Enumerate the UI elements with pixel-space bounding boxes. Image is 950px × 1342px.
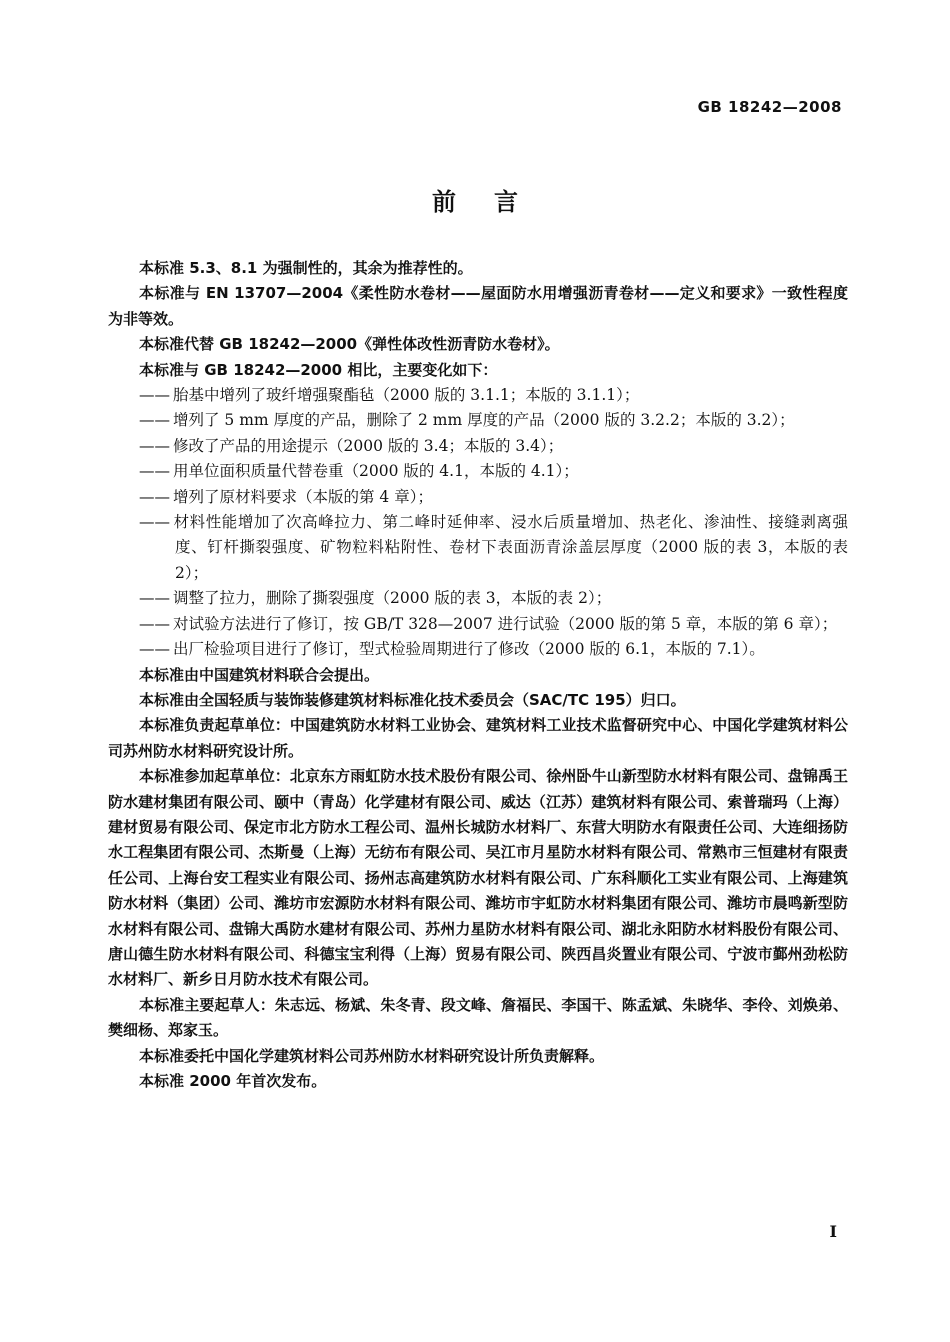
paragraph-main-drafting-units: 本标准负责起草单位：中国建筑防水材料工业协会、建筑材料工业技术监督研究中心、中国化学建筑材料公司苏州防水材料研究设计所。 [108, 716, 848, 760]
list-dash: —— [139, 436, 170, 455]
paragraph-first-issued: 本标准 2000 年首次发布。 [139, 1072, 327, 1090]
list-item-text: 材料性能增加了次高峰拉力、第二峰时延伸率、浸水后质量增加、热老化、渗油性、接缝剥离强度、钉杆撕裂强度、矿物粒料粘附性、卷材下表面沥青涂盖层厚度（2000 版的表 3，本版的表 2）； [173, 513, 848, 582]
list-item-text: 修改了产品的用途提示（2000 版的 3.4；本版的 3.4）； [173, 436, 564, 455]
list-item [139, 408, 848, 433]
list-item [139, 510, 848, 586]
paragraph-interpretation: 本标准委托中国化学建筑材料公司苏州防水材料研究设计所负责解释。 [139, 1046, 605, 1065]
page-number: I [829, 1222, 837, 1241]
list-dash: —— [139, 589, 170, 608]
list-item-text: 出厂检验项目进行了修订，型式检验周期进行了修改（2000 版的 6.1，本版的 7.1）。 [173, 640, 765, 659]
list-item [139, 383, 848, 408]
list-dash: —— [139, 386, 170, 405]
list-dash: —— [139, 462, 170, 481]
list-item [139, 612, 848, 637]
list-item-text: 调整了拉力，删除了撕裂强度（2000 版的表 3，本版的表 2）； [173, 589, 612, 608]
list-item [139, 637, 848, 662]
paragraph-changes-intro: 本标准与 GB 18242—2000 相比，主要变化如下： [139, 360, 498, 379]
list-item [139, 485, 848, 510]
list-item [139, 459, 848, 484]
list-dash: —— [139, 487, 170, 506]
standard-number: GB 18242—2008 [697, 98, 842, 116]
paragraph-participating-units: 本标准参加起草单位：北京东方雨虹防水技术股份有限公司、徐州卧牛山新型防水材料有限公司、盘锦禹王防水建材集团有限公司、颐中（青岛）化学建材有限公司、威达（江苏）建筑材料有限公司、索普瑞玛（上海）建材贸易有限公司、保定市北方防水工程公司、温州长城防水材料厂、东营大明防水有限责任公司、大连细扬防水工程集团有限公司、杰斯曼（上海）无纺布有限公司、吴江市月星防水材料有限公司、常熟市三恒建材有限责任公司、上海台安工程实业有限公司、扬州志高建筑防水材料有限公司、广东科顺化工实业有限公司、上海建筑防水材料（集团）公司、潍坊市宏源防水材料有限公司、潍坊市宇虹防水材料集团有限公司、潍坊市晨鸣新型防水材料有限公司、盘锦大禹防水建材有限公司、苏州力星防水材料有限公司、湖北永阳防水材料股份有限公司、唐山德生防水材料有限公司、科德宝宝利得（上海）贸易有限公司、陕西昌炎置业有限公司、宁波市鄞州劲松防水材料厂、新乡日月防水技术有限公司。 [108, 767, 848, 989]
list-item-text: 增列了 5 mm 厚度的产品，删除了 2 mm 厚度的产品（2000 版的 3.2.2；本版的 3.2）； [173, 411, 795, 430]
list-dash: —— [139, 411, 170, 430]
paragraph-proposed-by: 本标准由中国建筑材料联合会提出。 [139, 665, 380, 684]
list-item [139, 434, 848, 459]
document-body [108, 256, 848, 1094]
list-item-text: 对试验方法进行了修订，按 GB/T 328—2007 进行试验（2000 版的第 5 章，本版的第 6 章）； [173, 614, 838, 633]
list-dash: —— [139, 614, 170, 633]
list-item-text: 增列了原材料要求（本版的第 4 章）； [173, 487, 433, 506]
list-item-text: 胎基中增列了玻纤增强聚酯毡（2000 版的 3.1.1；本版的 3.1.1）； [173, 386, 640, 405]
changes-list [108, 383, 848, 662]
list-item-text: 用单位面积质量代替卷重（2000 版的 4.1，本版的 4.1）； [173, 462, 579, 481]
paragraph-equivalence: 本标准与 EN 13707—2004《柔性防水卷材——屋面防水用增强沥青卷材——定义和要求》一致性程度为非等效。 [108, 284, 848, 328]
list-item [139, 586, 848, 611]
paragraph-mandatory-clauses: 本标准 5.3、8.1 为强制性的，其余为推荐性的。 [139, 259, 473, 277]
list-dash: —— [139, 513, 170, 532]
paragraph-main-drafters: 本标准主要起草人：朱志远、杨斌、朱冬青、段文峰、詹福民、李国干、陈孟斌、朱晓华、李伶、刘焕弟、樊细杨、郑家玉。 [108, 995, 848, 1040]
paragraph-under-jurisdiction: 本标准由全国轻质与装饰装修建筑材料标准化技术委员会（SAC/TC 195）归口。 [139, 690, 686, 709]
paragraph-replaces: 本标准代替 GB 18242—2000《弹性体改性沥青防水卷材》。 [139, 335, 560, 354]
page-title: 前言 [432, 188, 556, 216]
list-dash: —— [139, 640, 170, 659]
